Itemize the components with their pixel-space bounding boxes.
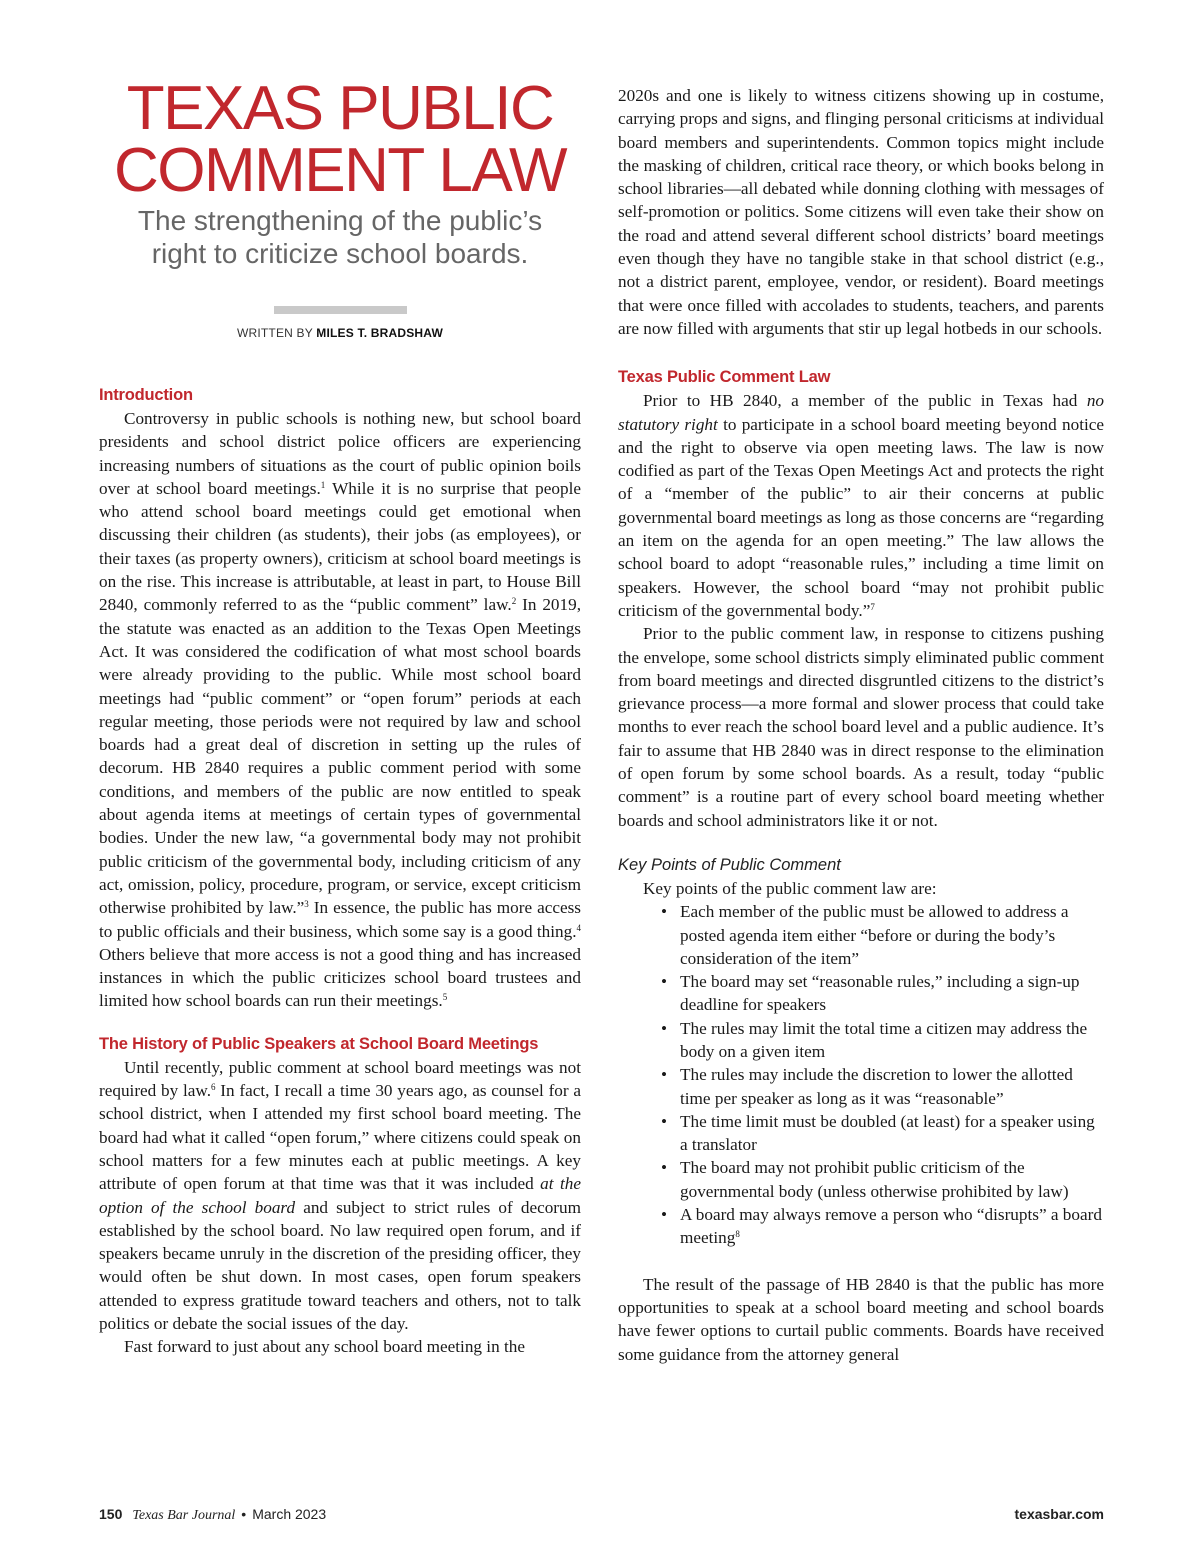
section-heading-public-comment-law: Texas Public Comment Law <box>618 368 831 387</box>
right-column <box>618 84 1104 1366</box>
byline <box>99 326 581 340</box>
history-paragraph-1: Until recently, public comment at school board meetings was not required by law.$^6$ In fact, I recall a time 30 years ago, as counsel for a school district, when I attended my first school board meeting. The board had what it called “open forum,” where citizens could speak on school matters for a few minutes each at public meetings. A key attribute of open forum at that time was that it was included at the option of the school board and subject to strict rules of decorum established by the school board. No law required open forum, and if speakers became unruly in the discretion of the presiding officer, they would often be shut down. In most cases, open forum speakers attended to express gratitude toward teachers and others, not to talk politics or debate the social issues of the day. <box>99 1057 582 1333</box>
section-heading-introduction: Introduction <box>99 386 193 404</box>
footnote-ref-1: 1 <box>320 479 326 490</box>
footnote-ref-6: 6 <box>211 1082 216 1093</box>
history-paragraph-2-continued: 2020s and one is likely to witness citizens showing up in costume, carrying props and signs, and flinging personal criticisms at individual board members and superintendents. Common topics might include the masking of children, critical race theory, or which books belong in school libraries—all debated while donning clothing with messages of self-promotion or politics. Some citizens will even take their show on the road and attend several different school districts’ board meetings even though they have no tangible stake in that school district (e.g., not a district parent, employee, vendor, or resident). Board meetings that were once filled with accolades to students, teachers, and parents are now filled with arguments that stir up legal hotbeds in our schools. <box>618 86 1104 338</box>
law-paragraph-2: Prior to the public comment law, in response to citizens pushing the envelope, some school districts simply eliminated public comment from board meetings and directed disgruntled citizens to the district’s grievance process—a more formal and slower process that could take months to ever reach the school board level and a public audience. It’s fair to assume that HB 2840 was in direct response to the elimination of open forum by some school boards. As a result, today “public comment” is a routine part of every school board meeting whether boards and school administrators like it or not. <box>618 624 1104 830</box>
title-line-1: TEXAS PUBLIC <box>126 74 554 143</box>
subtitle-line-1: The strengthening of the public’s <box>137 205 543 236</box>
bullet-icon: • <box>661 902 668 922</box>
article-subtitle <box>99 204 581 270</box>
list-item: • The board may not prohibit public criticism of the governmental body (unless otherwise prohibited by law) <box>661 1158 1069 1201</box>
website-link[interactable]: texasbar.com <box>1014 1506 1104 1522</box>
title-divider <box>274 306 407 314</box>
title-line-2: COMMENT LAW <box>114 136 566 205</box>
byline-prefix: WRITTEN BY <box>236 326 317 340</box>
key-points-list <box>618 900 1104 1249</box>
bullet-icon: • <box>661 1018 668 1038</box>
footnote-ref-5: 5 <box>442 992 448 1003</box>
result-paragraph: The result of the passage of HB 2840 is that the public has more opportunities to speak at a school board meeting and school boards have fewer options to curtail public comments. Boards have received some guidance from the attorney general <box>618 1274 1104 1364</box>
footnote-ref-4: 4 <box>576 922 581 933</box>
footnote-ref-3: 3 <box>304 899 309 910</box>
author-name: MILES T. BRADSHAW <box>316 326 444 340</box>
issue-date: March 2023 <box>252 1506 327 1522</box>
bullet-icon: • <box>661 1158 668 1178</box>
history-paragraph-2-start: Fast forward to just about any school board meeting in the <box>124 1337 525 1357</box>
list-item: • The time limit must be doubled (at least) for a speaker using a translator <box>661 1111 1095 1155</box>
bullet-icon: • <box>661 1065 668 1085</box>
subtitle-line-2: right to criticize school boards. <box>151 238 529 269</box>
section-heading-history: The History of Public Speakers at School Board Meetings <box>99 1034 539 1053</box>
footnote-ref-2: 2 <box>511 596 517 607</box>
key-points-intro: Key points of the public comment law are: <box>643 878 937 898</box>
article-title <box>99 74 581 205</box>
list-item: • Each member of the public must be allowed to address a posted agenda item either “before or during the body’s consideration of the item” <box>661 902 1069 968</box>
list-item: • A board may always remove a person who “disrupts” a board meeting$^8$ <box>661 1205 1102 1248</box>
bullet-icon: • <box>661 1205 668 1225</box>
page-number: 150 <box>99 1506 123 1522</box>
footer-separator: • <box>241 1506 247 1522</box>
bullet-icon: • <box>661 972 668 992</box>
list-item: • The rules may include the discretion to lower the allotted time per speaker as long as it was “reasonable” <box>661 1065 1073 1108</box>
bullet-icon: • <box>661 1111 668 1131</box>
journal-name: Texas Bar Journal <box>132 1508 236 1523</box>
list-item: • The rules may limit the total time a citizen may address the body on a given item <box>661 1018 1088 1061</box>
subheading-key-points: Key Points of Public Comment <box>618 855 841 874</box>
footnote-ref-7: 7 <box>870 601 875 612</box>
page-footer <box>99 1506 1104 1526</box>
footer-left <box>99 1506 326 1524</box>
law-paragraph-1: Prior to HB 2840, a member of the public in Texas had no statutory right to participate in a school board meeting beyond notice and the right to observe via open meeting laws. The law is now codified as part of the Texas Open Meetings Act and protects the right of a “member of the public” to air their concerns at public governmental board meetings as long as those concerns are “regarding an item on the agenda for an open meeting.” The law allows the school board to adopt “reasonable rules,” including a time limit on speakers. However, the school board “may not prohibit public criticism of the governmental body.”$^7$ <box>618 391 1105 620</box>
footnote-ref-8: 8 <box>735 1229 740 1240</box>
left-column <box>99 384 581 1359</box>
intro-paragraph: Controversy in public schools is nothing new, but school board presidents and school district police officers are experiencing increasing numbers of situations as the court of public opinion boils over at school board meetings.$^1$ While it is no surprise that people who attend school board meetings could get emotional when discussing their children (as students), their jobs (as employees), or their taxes (as property owners), criticism at school board meetings is on the rise. This increase is attributable, at least in part, to House Bill 2840, commonly referred to as the “public comment” law.$^2$ In 2019, the statute was enacted as an addition to the Texas Open Meetings Act. It was considered the codification of what most school boards were already providing to the public. While most school board meetings had “public comment” or “open forum” periods at each regular meeting, those periods were not required by law and school boards had a great deal of discretion in setting up the rules of decorum. HB 2840 requires a public comment period with some conditions, and members of the public are now entitled to speak about agenda items at meetings of certain types of governmental bodies. Under the new law, “a governmental body may not prohibit public criticism of the governmental body, including criticism of any act, omission, policy, procedure, program, or service, except criticism otherwise prohibited by law.”$^3$ In essence, the public has more access to public officials and their business, which some say is a good thing.$^4$ Others believe that more access is not a good thing and has increased instances in which the public criticizes school board trustees and limited how school boards can run their meetings.$^5$ <box>99 409 581 1011</box>
list-item: • The board may set “reasonable rules,” including a sign-up deadline for speakers <box>661 972 1080 1015</box>
